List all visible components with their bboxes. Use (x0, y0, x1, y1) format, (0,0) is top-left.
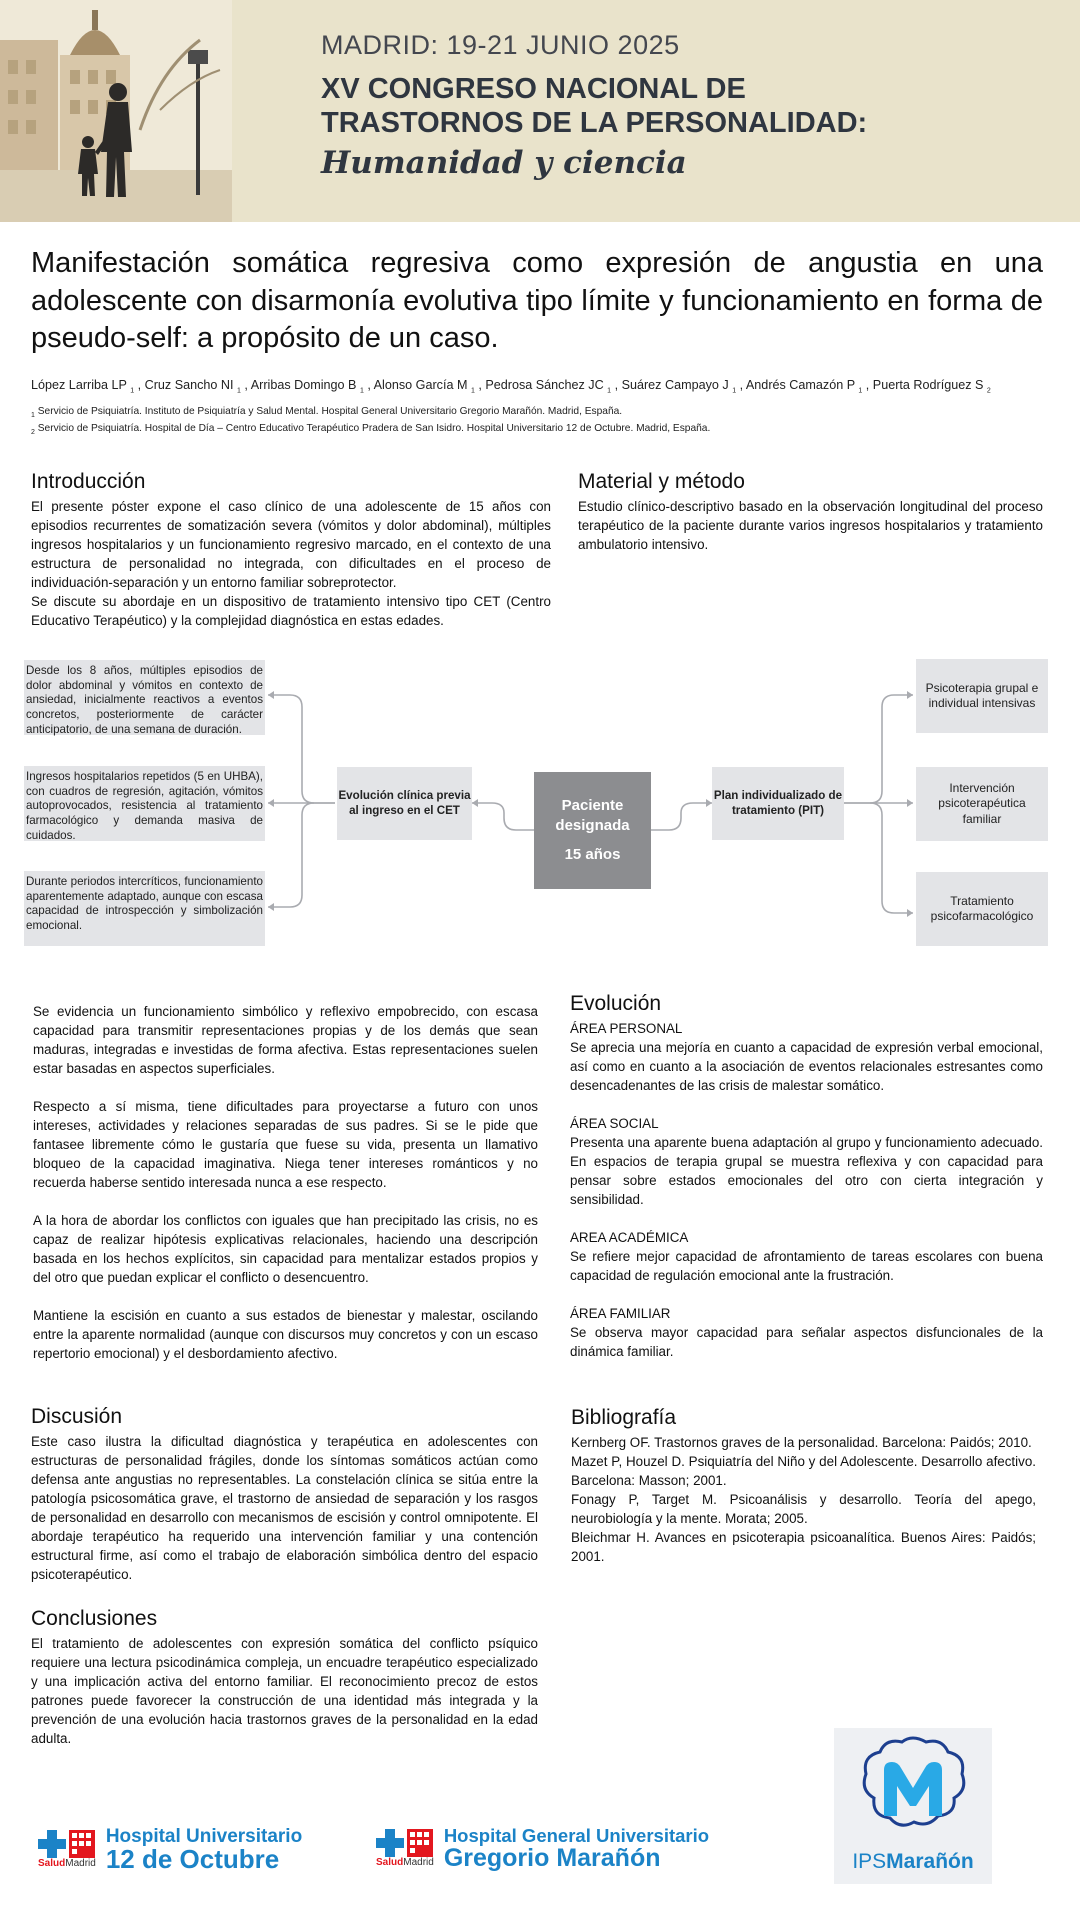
madrid-flag-icon (407, 1829, 433, 1857)
area-label: ÁREA PERSONAL (570, 1021, 683, 1036)
congress-name-line2: TRASTORNOS DE LA PERSONALIDAD: (321, 106, 868, 139)
introduction-paragraph: El presente póster expone el caso clínico de una adolescente de 15 años con episodios recurrentes de somatización severa (vómitos y dolor abdominal), múltiples ingresos hospitalarios y un funcionamiento regresivo marcado, en el contexto de una estructura de personalidad no integrada, con dificultades en el proceso de individuación-separación y un entorno familiar sobreprotector. (31, 499, 551, 591)
hospital-name-line2: 12 de Octubre (105, 1844, 280, 1874)
method-title: Material y método (578, 470, 745, 493)
author: Cruz Sancho NI (144, 378, 234, 392)
author-affiliation-marker: 1 (237, 387, 241, 395)
method-section (578, 470, 1043, 554)
author-affiliation-marker: 1 (359, 387, 364, 395)
congress-subtitle: Humanidad y ciencia (321, 144, 687, 181)
medical-cross-icon (376, 1829, 404, 1857)
results-paragraph: Respecto a sí misma, tiene dificultades para proyectarse a futuro con unos intereses, actividades y relaciones separadas de sus padres. Si se le pide que fantasee libremente cómo le gustaría que fuese su vida, presenta un llamativo bloqueo de la capacidad imaginativa. Niega tener intereses románticos y no recuerda haberse sentido interesada nunca a ese respecto. (33, 1099, 538, 1191)
method-paragraph: Estudio clínico-descriptivo basado en la observación longitudinal del proceso terapéutico de la paciente durante varios ingresos hospitalarios y tratamiento ambulatorio intensivo. (578, 499, 1043, 553)
brain-m-icon (834, 1728, 992, 1848)
patient-label-line2: designada (555, 816, 630, 834)
affiliation (31, 404, 710, 421)
author: Alonso García M (373, 378, 468, 392)
author-affiliation-marker: 1 (732, 387, 737, 395)
patient-label-line1: Paciente (561, 797, 624, 815)
evolution-section (570, 992, 1043, 1361)
author: Puerta Rodríguez S (872, 378, 984, 392)
introduction-section (31, 470, 551, 630)
area-label: ÁREA FAMILIAR (570, 1306, 671, 1322)
madrid-flag-icon (69, 1830, 95, 1858)
area-text: Se observa mayor capacidad para señalar aspectos disfuncionales de la dinámica familiar. (570, 1325, 1043, 1360)
author-affiliation-marker: 1 (130, 387, 135, 395)
ips-label: IPSMarañón (852, 1850, 974, 1873)
area-text: Se aprecia una mejoría en cuanto a capacidad de expresión verbal emocional, así como en cuanto a la asociación de eventos relacionales estresantes como desencadenantes de las crisis de malestar somático. (570, 1040, 1043, 1094)
affiliation-text: Servicio de Psiquiatría. Instituto de Psiquiatría y Salud Mental. Hospital General Universitario Gregorio Marañón. Madrid, España. (37, 406, 623, 417)
results-section (33, 1002, 538, 1364)
poster-header (0, 0, 1080, 222)
treatment-plan-box: Plan individualizado de tratamiento (PIT) (712, 767, 844, 840)
conclusions-paragraph: El tratamiento de adolescentes con expresión somática del conflicto psíquico requiere una lectura psicodinámica compleja, un encuadre terapéutico especializado y una implicación activa del entorno familiar. El reconocimiento precoz de estos patrones puede favorecer la construcción de una identidad más integrada y la prevención de una evolución hacia trastornos graves de la personalidad en la edad adulta. (31, 1636, 538, 1747)
introduction-paragraph: Se discute su abordaje en un dispositivo de tratamiento intensivo tipo CET (Centro Educativo Terapéutico) y la complejidad diagnóstica en estas edades. (31, 594, 551, 629)
madrid-street-illustration (0, 0, 232, 222)
author: Pedrosa Sánchez JC (485, 378, 604, 392)
congress-heading (321, 30, 867, 181)
saludmadrid-label: SaludMadrid (376, 1857, 434, 1869)
history-box-intercritical: Durante periodos intercríticos, funcionamiento aparentemente adaptado, aunque con escasa capacidad de introspección y simbolización emocional. (24, 871, 265, 946)
area-text: Se refiere mejor capacidad de afrontamiento de tareas escolares con buena capacidad de regulación emocional ante la frustración. (570, 1249, 1043, 1284)
logo-ips-maranon (834, 1728, 992, 1884)
hospital-name-line2: Gregorio Marañón (443, 1843, 661, 1872)
author: Suárez Campayo J (621, 378, 729, 392)
affiliation-number: 1 (31, 412, 35, 420)
introduction-title: Introducción (31, 470, 146, 493)
congress-date: MADRID: 19-21 JUNIO 2025 (321, 30, 680, 60)
conclusions-section (31, 1607, 538, 1748)
saludmadrid-label: SaludMadrid (38, 1858, 96, 1869)
results-paragraph: A la hora de abordar los conflictos con iguales que han precipitado las crisis, no es capaz de realizar hipótesis explicativas relacionales, haciendo una descripción basada en los hechos explícitos, sin capacidad para mentalizar estados propios y del otro que puedan explicar el conflicto o desencuentro. (33, 1213, 538, 1286)
history-box-admissions: Ingresos hospitalarios repetidos (5 en UHBA), con cuadros de regresión, agitación, vómitos autoprovocados, resistencia al tratamiento farmacológico y demanda masiva de cuidados. (24, 766, 265, 841)
results-paragraph: Mantiene la escisión en cuanto a sus estados de bienestar y malestar, oscilando entre la aparente normalidad (aunque con discursos muy concretos y con un escaso repertorio emocional) y el desbordamiento afectivo. (33, 1308, 538, 1362)
evolution-title: Evolución (570, 992, 662, 1015)
logo-hospital-gregorio-maranon (376, 1827, 709, 1871)
bibliography-title: Bibliografía (571, 1406, 677, 1429)
author-affiliation-marker: 2 (986, 387, 991, 395)
hospital-name-line1: Hospital Universitario (105, 1826, 303, 1847)
medical-cross-icon (38, 1830, 66, 1858)
treatment-psychotherapy-box: Psicoterapia grupal e individual intensivas (916, 659, 1048, 733)
author: Arribas Domingo B (250, 378, 357, 392)
bibliography-item: Mazet P, Houzel D. Psiquiatría del Niño y del Adolescente. Desarrollo afectivo. Barcelona: Masson; 2001. (571, 1454, 1036, 1489)
designated-patient-box (534, 772, 651, 889)
author-list: López Larriba LP $_1$ , Cruz Sancho NI $_1$ , Arribas Domingo B $_1$ , Alonso García M $_1$ , Pedrosa Sánchez JC $_1$ , Suárez Campayo J $_1$ , Andrés Camazón P $_1$ , Puerta Rodríguez S $_2$ (31, 378, 991, 395)
conclusions-title: Conclusiones (31, 1607, 158, 1630)
affiliation (31, 421, 710, 438)
poster-title: Manifestación somática regresiva como expresión de angustia en una adolescente con disarmonía evolutiva tipo límite y funcionamiento en forma de pseudo-self: a propósito de un caso. (31, 247, 1043, 355)
author-affiliation-marker: 1 (607, 387, 612, 395)
author: López Larriba LP (31, 378, 127, 392)
treatment-family-box: Intervención psicoterapéutica familiar (916, 767, 1048, 841)
hospital-name-line1: Hospital General Universitario (443, 1825, 710, 1846)
congress-name-line1: XV CONGRESO NACIONAL DE (321, 73, 746, 105)
evolution-prior-box: Evolución clínica previa al ingreso en el CET (337, 767, 472, 840)
discussion-title: Discusión (31, 1405, 123, 1428)
area-label: AREA ACADÉMICA (570, 1230, 689, 1246)
affiliation-text: Servicio de Psiquiatría. Hospital de Día – Centro Educativo Terapéutico Pradera de San Isidro. Hospital Universitario 12 de Octubre. Madrid, España. (37, 423, 711, 435)
affiliation-number: 2 (31, 429, 35, 437)
treatment-pharmacology-box: Tratamiento psicofarmacológico (916, 872, 1048, 946)
affiliation-list (31, 404, 710, 438)
logo-hospital-12-octubre (38, 1827, 302, 1872)
discussion-section (31, 1405, 538, 1584)
case-diagram (24, 655, 1054, 955)
bibliography-item: Bleichmar H. Avances en psicoterapia psicoanalítica. Buenos Aires: Paidós; 2001. (571, 1530, 1036, 1565)
bibliography-item: Kernberg OF. Trastornos graves de la personalidad. Barcelona: Paidós; 2010. (571, 1435, 1032, 1450)
history-box-symptoms: Desde los 8 años, múltiples episodios de dolor abdominal y vómitos en contexto de ansiedad, inicialmente reactivos a eventos concretos, posteriormente de carácter anticipatorio, de una semana de duración. (24, 660, 265, 735)
discussion-paragraph: Este caso ilustra la dificultad diagnóstica y terapéutica en adolescentes con estructuras de personalidad frágiles, donde los síntomas somáticos actúan como defensa ante angustias no representables. La constelación clínica se sitúa entre la patología psicosomática grave, el trastorno de ansiedad de separación y los rasgos de personalidad en desarrollo con mecanismos de escisión y control omnipotente. El abordaje terapéutico ha requerido una intervención familiar y una contención estructural firme, así como el trabajo de elaboración simbólica dentro del espacio psicoterapéutico. (31, 1434, 538, 1583)
area-text: Presenta una aparente buena adaptación al grupo y funcionamiento adecuado. En espacios de terapia grupal se muestra reflexiva y con capacidad para pensar sobre estados emocionales del otro con cierta integración y sensibilidad. (570, 1135, 1043, 1208)
results-paragraph: Se evidencia un funcionamiento simbólico y reflexivo empobrecido, con escasa capacidad para transmitir representaciones propias y de los demás que sean maduras, integradas e investidas de forma afectiva. Estas representaciones suelen estar basadas en aspectos superficiales. (33, 1004, 538, 1077)
area-label: ÁREA SOCIAL (570, 1116, 659, 1132)
author-affiliation-marker: 1 (470, 387, 475, 395)
bibliography-section (571, 1406, 1036, 1566)
author-affiliation-marker: 1 (858, 387, 863, 395)
author: Andrés Camazón P (745, 378, 855, 392)
patient-age: 15 años (564, 846, 621, 864)
bibliography-item: Fonagy P, Target M. Psicoanálisis y desarrollo. Teoría del apego, neurobiología y la mente. Morata; 2005. (571, 1492, 1036, 1527)
